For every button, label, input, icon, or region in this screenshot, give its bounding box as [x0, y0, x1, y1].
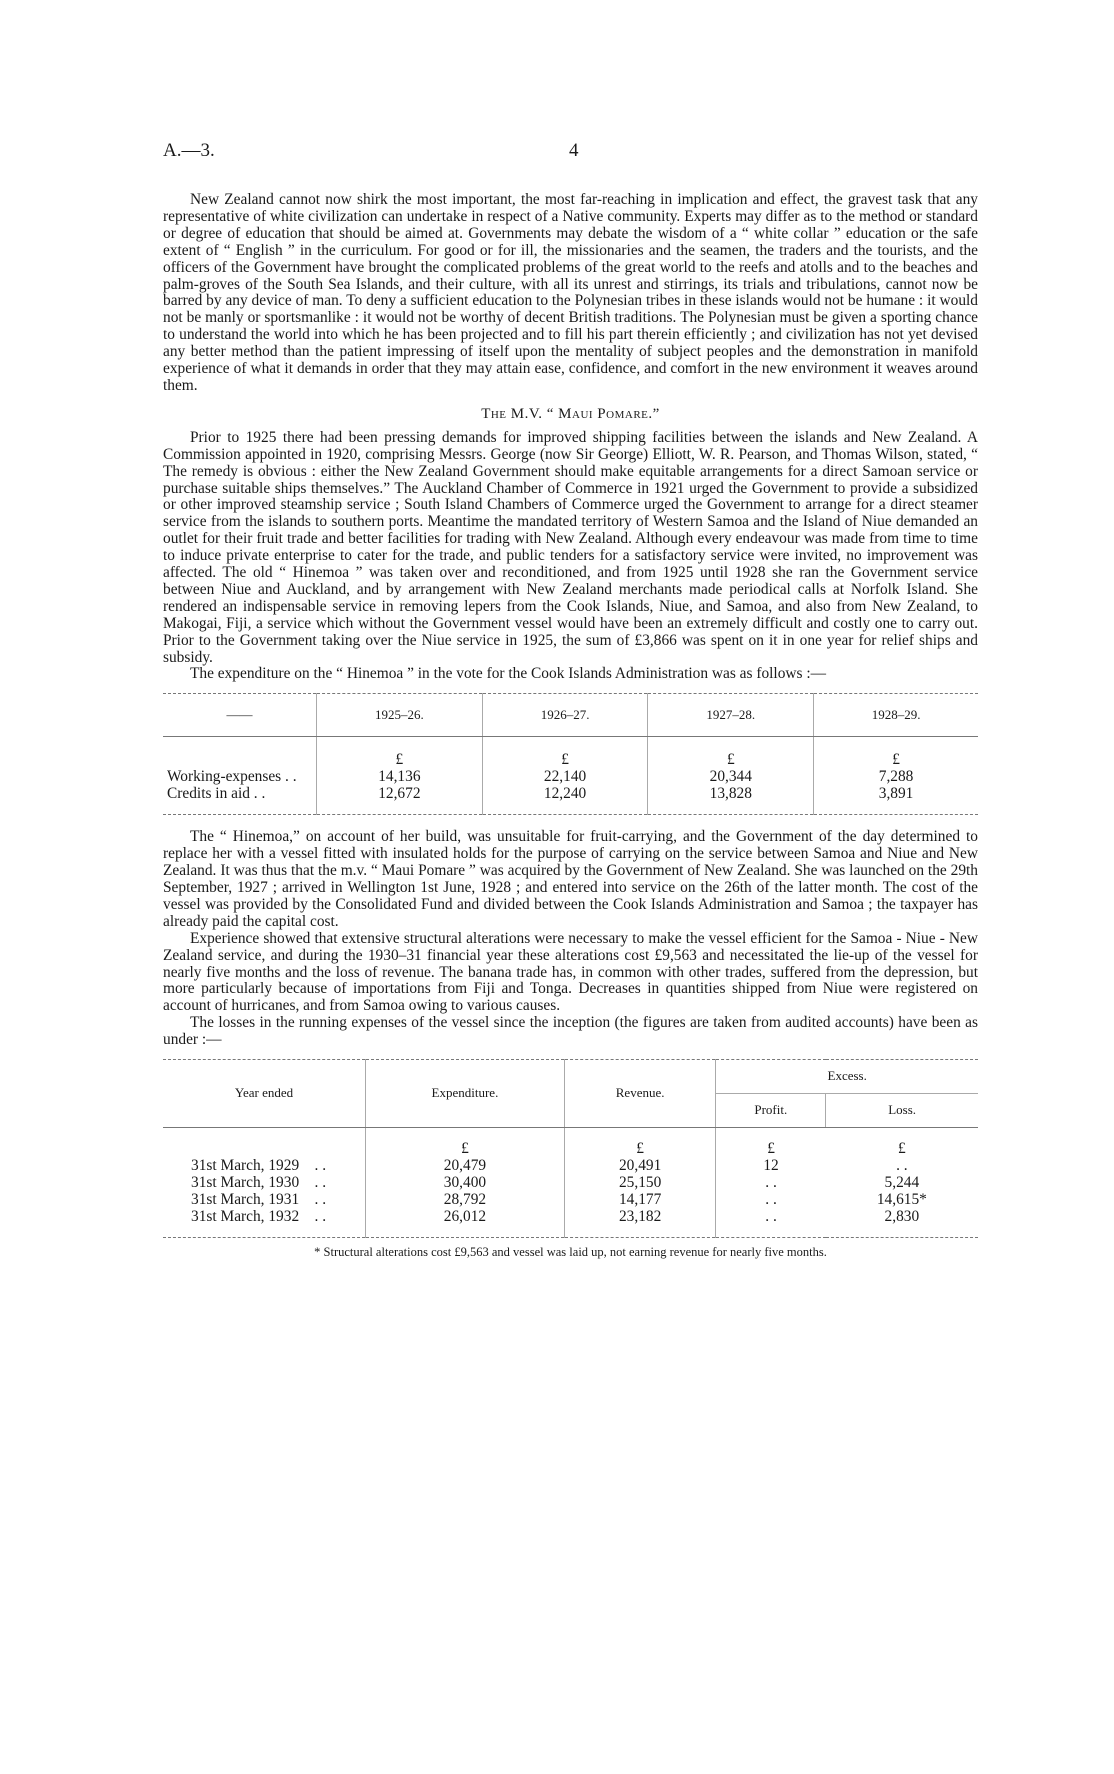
leader-dots: . . — [314, 1173, 327, 1191]
leader-dots: . . — [314, 1190, 327, 1208]
column-header: Revenue. — [564, 1060, 715, 1128]
table-cell: 20,479 — [366, 1157, 565, 1174]
year-ended-cell: 31st March, 1931 — [191, 1190, 300, 1208]
running-losses-table — [163, 1059, 978, 1238]
table-cell: . . — [896, 1156, 908, 1174]
currency-row — [163, 1127, 978, 1157]
year-ended-cell: 31st March, 1932 — [191, 1207, 300, 1225]
footnote: * Structural alterations cost £9,563 and vessel was laid up, not earning revenue for nearly five months. — [314, 1244, 827, 1259]
table-row — [163, 1174, 978, 1191]
table-cell: 30,400 — [366, 1174, 565, 1191]
table-cell: 12 — [716, 1157, 826, 1174]
table-cell: 14,615* — [876, 1190, 927, 1208]
column-header: Excess. — [716, 1060, 978, 1094]
table-cell: 12,240 — [482, 785, 648, 815]
currency-symbol: £ — [366, 1127, 565, 1157]
currency-symbol: £ — [482, 751, 648, 768]
column-header: 1926–27. — [482, 694, 648, 737]
table-row — [163, 1157, 978, 1174]
table-cell: 12,672 — [317, 785, 483, 815]
table-cell: 28,792 — [366, 1191, 565, 1208]
section-heading: The M.V. “ Maui Pomare.” — [481, 405, 660, 422]
table-cell: 25,150 — [564, 1174, 715, 1191]
table-cell: 14,177 — [564, 1191, 715, 1208]
table-row — [163, 1208, 978, 1238]
column-header: Profit. — [716, 1093, 826, 1127]
column-header: Loss. — [826, 1093, 978, 1127]
paragraph: Experience showed that extensive structural alterations were necessary to make the vessel efficient for the Samoa - Niue - New Zealand service, and during the 1930–31 financial year these alterations cost £9,563 and necessitated the lie-up of the vessel for nearly five months and the loss of revenue. The banana trade has, in common with other trades, suffered from the depression, but more particularly because of importations from Fiji and Tonga. Decreases in quantities shipped from Niue were registered on account of hurricanes, and from Samoa owing to various causes. — [163, 929, 978, 1015]
paragraph: The losses in the running expenses of the vessel since the inception (the figures are taken from audited accounts) have been as under :— — [163, 1014, 978, 1049]
table-cell: . . — [716, 1191, 826, 1208]
table-cell: 2,830 — [884, 1207, 920, 1225]
table-corner: —— — [163, 694, 317, 737]
currency-symbol: £ — [814, 751, 978, 768]
currency-symbol: £ — [564, 1127, 715, 1157]
table-cell: 14,136 — [317, 768, 483, 785]
page-number: 4 — [569, 140, 579, 161]
hinemoa-expenditure-table — [163, 693, 978, 815]
paragraph: The expenditure on the “ Hinemoa ” in the vote for the Cook Islands Administration was as follows :— — [190, 665, 827, 683]
column-header: 1925–26. — [317, 694, 483, 737]
column-header: Year ended — [163, 1060, 366, 1128]
document-reference: A.—3. — [163, 140, 215, 161]
table-cell: 5,244 — [884, 1173, 920, 1191]
currency-row — [163, 751, 978, 768]
table-cell: 22,140 — [482, 768, 648, 785]
year-ended-cell: 31st March, 1929 — [191, 1156, 300, 1174]
currency-symbol: £ — [898, 1139, 906, 1157]
leader-dots: . . — [314, 1207, 327, 1225]
column-header: Expenditure. — [366, 1060, 565, 1128]
column-header: 1928–29. — [814, 694, 978, 737]
paragraph: The “ Hinemoa,” on account of her build, was unsuitable for fruit-carrying, and the Government of the day determined to replace her with a vessel fitted with insulated holds for the purpose of carrying on the service between Samoa and Niue and New Zealand. It was thus that the m.v. “ Maui Pomare ” was acquired by the Government of New Zealand. She was launched on the 29th September, 1927 ; arrived in Wellington 1st June, 1928 ; and entered into service on the 26th of the latter month. The cost of the vessel was provided by the Consolidated Fund and divided between the Cook Islands Administration and Samoa ; the taxpayer has already paid the capital cost. — [163, 828, 978, 930]
leader-dots: . . — [314, 1156, 327, 1174]
page-header — [163, 140, 993, 170]
table-cell: . . — [716, 1208, 826, 1238]
page-body — [163, 192, 978, 1261]
row-label: Working-expenses . . — [167, 768, 297, 786]
table-cell: 13,828 — [648, 785, 814, 815]
currency-symbol: £ — [716, 1127, 826, 1157]
table-cell: 23,182 — [564, 1208, 715, 1238]
row-label: Credits in aid . . — [167, 785, 266, 803]
table-cell: . . — [716, 1174, 826, 1191]
table-row — [163, 1191, 978, 1208]
table-cell: 3,891 — [814, 785, 978, 815]
table-cell: 20,344 — [648, 768, 814, 785]
table-cell: 7,288 — [814, 768, 978, 785]
table-row — [163, 785, 978, 815]
year-ended-cell: 31st March, 1930 — [191, 1173, 300, 1191]
paragraph: New Zealand cannot now shirk the most important, the most far-reaching in implication and effect, the gravest task that any representative of white civilization can undertake in respect of a Native community. Experts may differ as to the method or standard or degree of education that should be aimed at. Governments may debate the wisdom of a “ white collar ” education or the safe extent of “ English ” in the curriculum. For good or for ill, the missionaries and the seamen, the traders and the tourists, and the officers of the Government have brought the complicated problems of the great world to the reefs and atolls and to the beaches and palm-groves of the South Sea Islands, and their culture, with all its unrest and stirrings, its trials and tribulations, cannot now be barred by any device of man. To deny a sufficient education to the Polynesian tribes in these islands would not be humane : it would not be manly or sportsmanlike : it would not be worthy of decent British traditions. The Polynesian must be given a sporting chance to understand the world into which he has been projected and to fill his part therein efficiently ; and civilization has not yet devised any better method than the patient impressing of itself upon the mentality of subject peoples and the demonstration in manifold experience of what it demands in order that they may attain ease, confidence, and comfort in the new environment it weaves around them. — [163, 191, 978, 394]
table-cell: 26,012 — [366, 1208, 565, 1238]
currency-symbol: £ — [648, 751, 814, 768]
paragraph: Prior to 1925 there had been pressing demands for improved shipping facilities between the islands and New Zealand. A Commission appointed in 1920, comprising Messrs. George (now Sir George) Elliott, W. R. Pearson, and Thomas Wilson, stated, “ The remedy is obvious : either the New Zealand Government should make equitable arrangements for a direct Samoan service or purchase suitable ships themselves.” The Auckland Chamber of Commerce in 1921 urged the Government to provide a subsidized or other improved steamship service ; South Island Chambers of Commerce urged the Government to arrange for a direct steamer service from the islands to southern ports. Meantime the mandated territory of Western Samoa and the Island of Niue demanded an outlet for their fruit trade and better facilities for trading with New Zealand. Although every endeavour was made from time to time to induce private enterprise to cater for the trade, and public tenders for a satisfactory service were invited, no improvement was affected. The old “ Hinemoa ” was taken over and reconditioned, and from 1925 until 1928 she ran the Government service between Niue and Auckland, and by arrangement with New Zealand merchants made periodical calls at Norfolk Island. She rendered an indispensable service in removing lepers from the Cook Islands, Niue, and Samoa, and also from New Zealand, to Makogai, Fiji, a service which without the Government vessel would have been an extremely difficult and costly one to carry out. Prior to the Government taking over the Niue service in 1925, the sum of £3,866 was spent on it in one year for relief ships and subsidy. — [163, 428, 978, 666]
table-cell: 20,491 — [564, 1157, 715, 1174]
currency-symbol: £ — [317, 751, 483, 768]
column-header: 1927–28. — [648, 694, 814, 737]
table-row — [163, 768, 978, 785]
